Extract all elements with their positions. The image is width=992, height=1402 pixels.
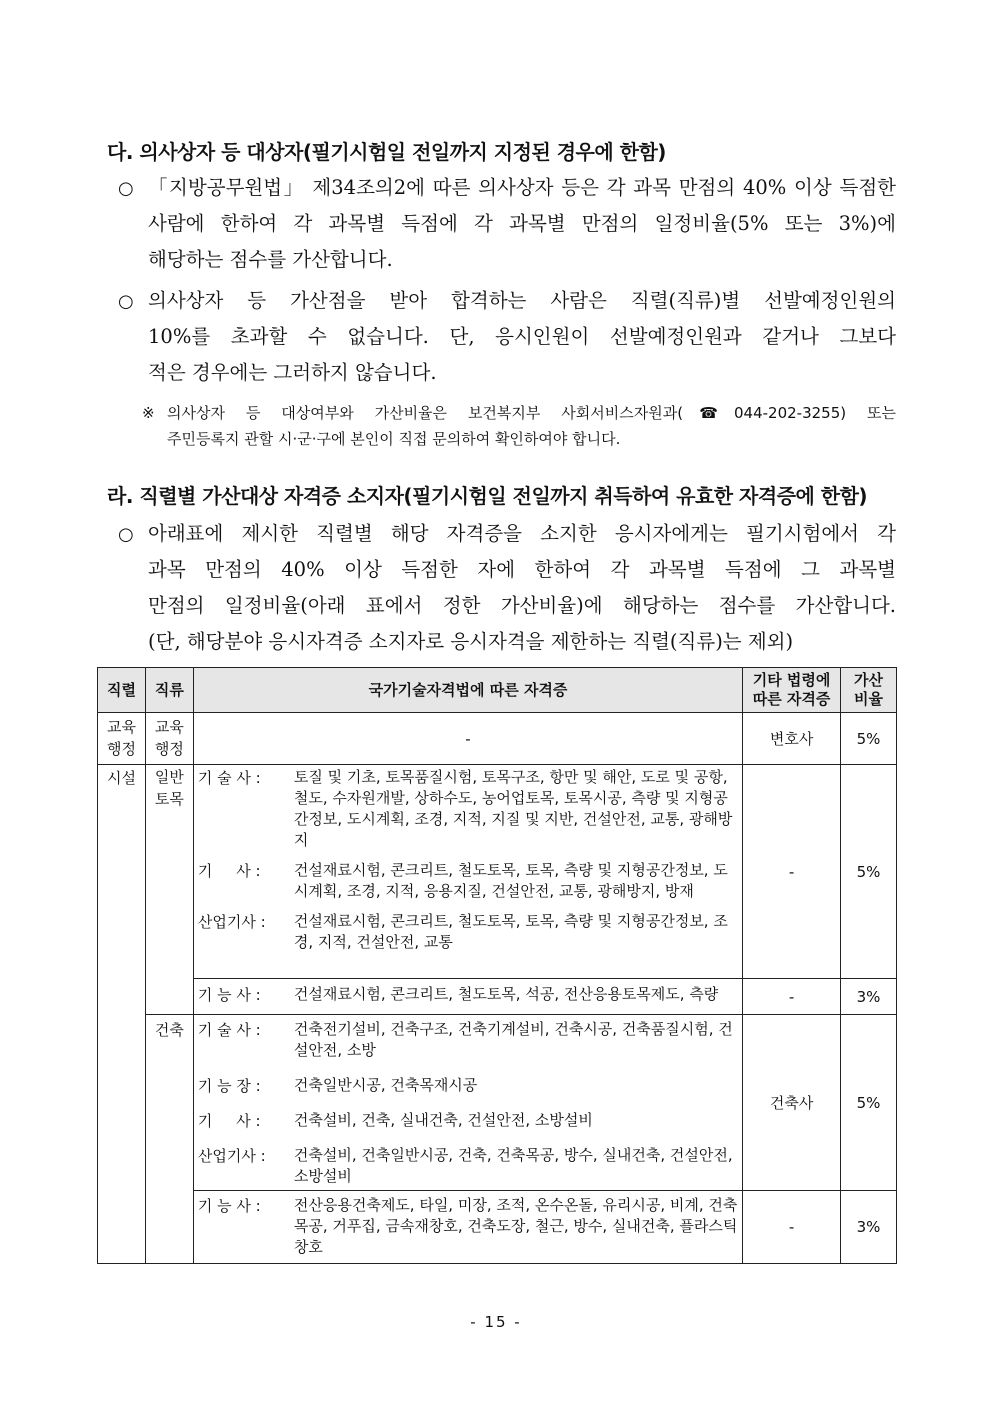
bullet-icon: ○ — [118, 178, 134, 199]
cell-line: 토목 — [154, 790, 184, 808]
header-other-cert — [743, 668, 841, 713]
cert-list: 건축설비, 건축일반시공, 건축, 건축목공, 방수, 실내건축, 건설안전, 소방설비 — [293, 1146, 733, 1185]
cert-list: 건설재료시험, 콘크리트, 철도토목, 토목, 측량 및 지형공간정보, 도시계획, 조경, 지적, 응용지질, 건설안전, 교통, 광해방지, 방재 — [293, 861, 728, 900]
subseries-cell — [145, 713, 193, 765]
cert-list: 전산응용건축제도, 타일, 미장, 조적, 온수온돌, 유리시공, 비계, 건축목공, 거푸집, 금속재창호, 건축도장, 철근, 방수, 실내건축, 플라스틱창호 — [293, 1196, 738, 1256]
table-row — [98, 1191, 897, 1264]
note-mark: ※ — [142, 404, 155, 422]
header-series: 직렬 — [98, 668, 146, 713]
subseries-cell: 건축 — [145, 1015, 193, 1264]
cert-grade-label: 기 능 사 : — [197, 986, 261, 1004]
text-line: 의사상자 등 가산점을 받아 합격하는 사람은 직렬(직류)별 선발예정인원의 — [148, 289, 896, 312]
cert-grade-label: 기 술 사 : — [197, 769, 261, 787]
cert-entry — [194, 1075, 742, 1096]
table-row — [98, 765, 897, 979]
header-other-line: 기타 법령에 — [752, 671, 831, 689]
cert-entry — [194, 767, 742, 851]
text-line: 적은 경우에는 그러하지 않습니다. — [148, 361, 437, 384]
rate-cell: 5% — [841, 765, 897, 979]
header-rate-line: 가산 — [854, 671, 883, 689]
heading-ra: 라. 직렬별 가산대상 자격증 소지자(필기시험일 전일까지 취득하여 유효한 자격증에 한함) — [107, 484, 868, 508]
rate-cell: 3% — [841, 979, 897, 1015]
cert-entry — [194, 860, 742, 902]
cert-list: 건축일반시공, 건축목재시공 — [293, 1076, 478, 1094]
cert-list: 건축전기설비, 건축구조, 건축기계설비, 건축시공, 건축품질시험, 건설안전, 소방 — [293, 1020, 733, 1059]
text-line: 아래표에 제시한 직렬별 해당 자격증을 소지한 응시자에게는 필기시험에서 각 — [148, 522, 896, 545]
cert-entry — [194, 1195, 742, 1258]
other-cert-cell: - — [743, 979, 841, 1015]
table-row — [98, 713, 897, 765]
bullet-icon: ○ — [118, 291, 134, 312]
text-line: 10%를 초과할 수 없습니다. 단, 응시인원이 선발예정인원과 같거나 그보다 — [148, 325, 896, 348]
other-cert-cell: - — [743, 765, 841, 979]
header-rate — [841, 668, 897, 713]
cert-entry — [194, 1145, 742, 1187]
table-row — [98, 979, 897, 1015]
cert-grade-label: 산업기사 : — [197, 913, 266, 931]
national-cert-cell — [193, 979, 742, 1015]
paragraph-da-2 — [148, 283, 896, 391]
rate-cell: 5% — [841, 1015, 897, 1191]
cert-grade-label: 기 술 사 : — [197, 1021, 261, 1039]
cell-line: 일반 — [154, 768, 184, 786]
text-line: 사람에 한하여 각 과목별 득점에 각 과목별 만점의 일정비율(5% 또는 3%)에 — [148, 212, 896, 235]
rate-cell: 3% — [841, 1191, 897, 1264]
cert-list: 토질 및 기초, 토목품질시험, 토목구조, 항만 및 해안, 도로 및 공항, 철도, 수자원개발, 상하수도, 농어업토목, 토목시공, 측량 및 지형공간정보, 도시계획, 조경, 지적, 지질 및 지반, 건설안전, 교통, 광해방지 — [293, 768, 733, 849]
cert-entry — [194, 1110, 742, 1131]
other-cert-cell: 건축사 — [743, 1015, 841, 1191]
other-cert-cell: - — [743, 1191, 841, 1264]
bullet-icon: ○ — [118, 524, 134, 545]
cert-grade-label: 기 능 사 : — [197, 1197, 261, 1215]
header-national-cert: 국가기술자격법에 따른 자격증 — [193, 668, 742, 713]
national-cert-cell — [193, 1191, 742, 1264]
cert-grade-label: 산업기사 : — [197, 1147, 266, 1165]
header-subseries: 직류 — [145, 668, 193, 713]
series-cell: 시설 — [98, 765, 146, 1264]
header-other-line: 따른 자격증 — [752, 690, 831, 708]
cert-list: 건설재료시험, 콘크리트, 철도토목, 토목, 측량 및 지형공간정보, 조경, 지적, 건설안전, 교통 — [293, 912, 728, 951]
cert-grade-label: 기 사 : — [197, 1112, 261, 1130]
table-header-row — [98, 668, 897, 713]
cert-grade-label: 기 능 장 : — [197, 1077, 261, 1095]
cert-list: 건설재료시험, 콘크리트, 철도토목, 석공, 전산응용토목제도, 측량 — [293, 985, 719, 1003]
national-cert-cell: - — [193, 713, 742, 765]
other-cert-cell: 변호사 — [743, 713, 841, 765]
subseries-cell — [145, 765, 193, 1015]
paragraph-ra-1 — [148, 516, 896, 660]
text-line: (단, 해당분야 응시자격증 소지자로 응시자격을 제한하는 직렬(직류)는 제외) — [148, 630, 794, 653]
heading-da: 다. 의사상자 등 대상자(필기시험일 전일까지 지정된 경우에 한함) — [107, 140, 666, 164]
cert-grade-label: 기 사 : — [197, 862, 261, 880]
page-number: - 15 - — [470, 1313, 522, 1331]
text-line: 만점의 일정비율(아래 표에서 정한 가산비율)에 해당하는 점수를 가산합니다. — [148, 594, 896, 617]
certificate-table — [97, 667, 897, 1264]
cert-entry — [194, 984, 742, 1005]
text-line: 주민등록지 관할 시·군·구에 본인이 직접 문의하여 확인하여야 합니다. — [167, 430, 621, 448]
table-row — [98, 1015, 897, 1191]
text-line: 의사상자 등 대상여부와 가산비율은 보건복지부 사회서비스자원과(☎044-202-3255) 또는 — [167, 404, 896, 422]
cell-line: 행정 — [106, 740, 136, 758]
national-cert-cell — [193, 1015, 742, 1191]
cert-entry — [194, 911, 742, 953]
text-line: 「지방공무원법」 제34조의2에 따른 의사상자 등은 각 과목 만점의 40% 이상 득점한 — [148, 176, 896, 199]
national-cert-cell — [193, 765, 742, 979]
note-da — [167, 400, 896, 452]
cert-entry — [194, 1019, 742, 1061]
cert-list: 건축설비, 건축, 실내건축, 건설안전, 소방설비 — [293, 1111, 593, 1129]
text-line: 해당하는 점수를 가산합니다. — [148, 248, 393, 271]
header-rate-line: 비율 — [854, 690, 883, 708]
cell-line: 행정 — [154, 740, 184, 758]
cell-line: 교육 — [154, 718, 184, 736]
rate-cell: 5% — [841, 713, 897, 765]
paragraph-da-1 — [148, 170, 896, 278]
text-line: 과목 만점의 40% 이상 득점한 자에 한하여 각 과목별 득점에 그 과목별 — [148, 558, 896, 581]
cell-line: 교육 — [106, 718, 136, 736]
series-cell — [98, 713, 146, 765]
